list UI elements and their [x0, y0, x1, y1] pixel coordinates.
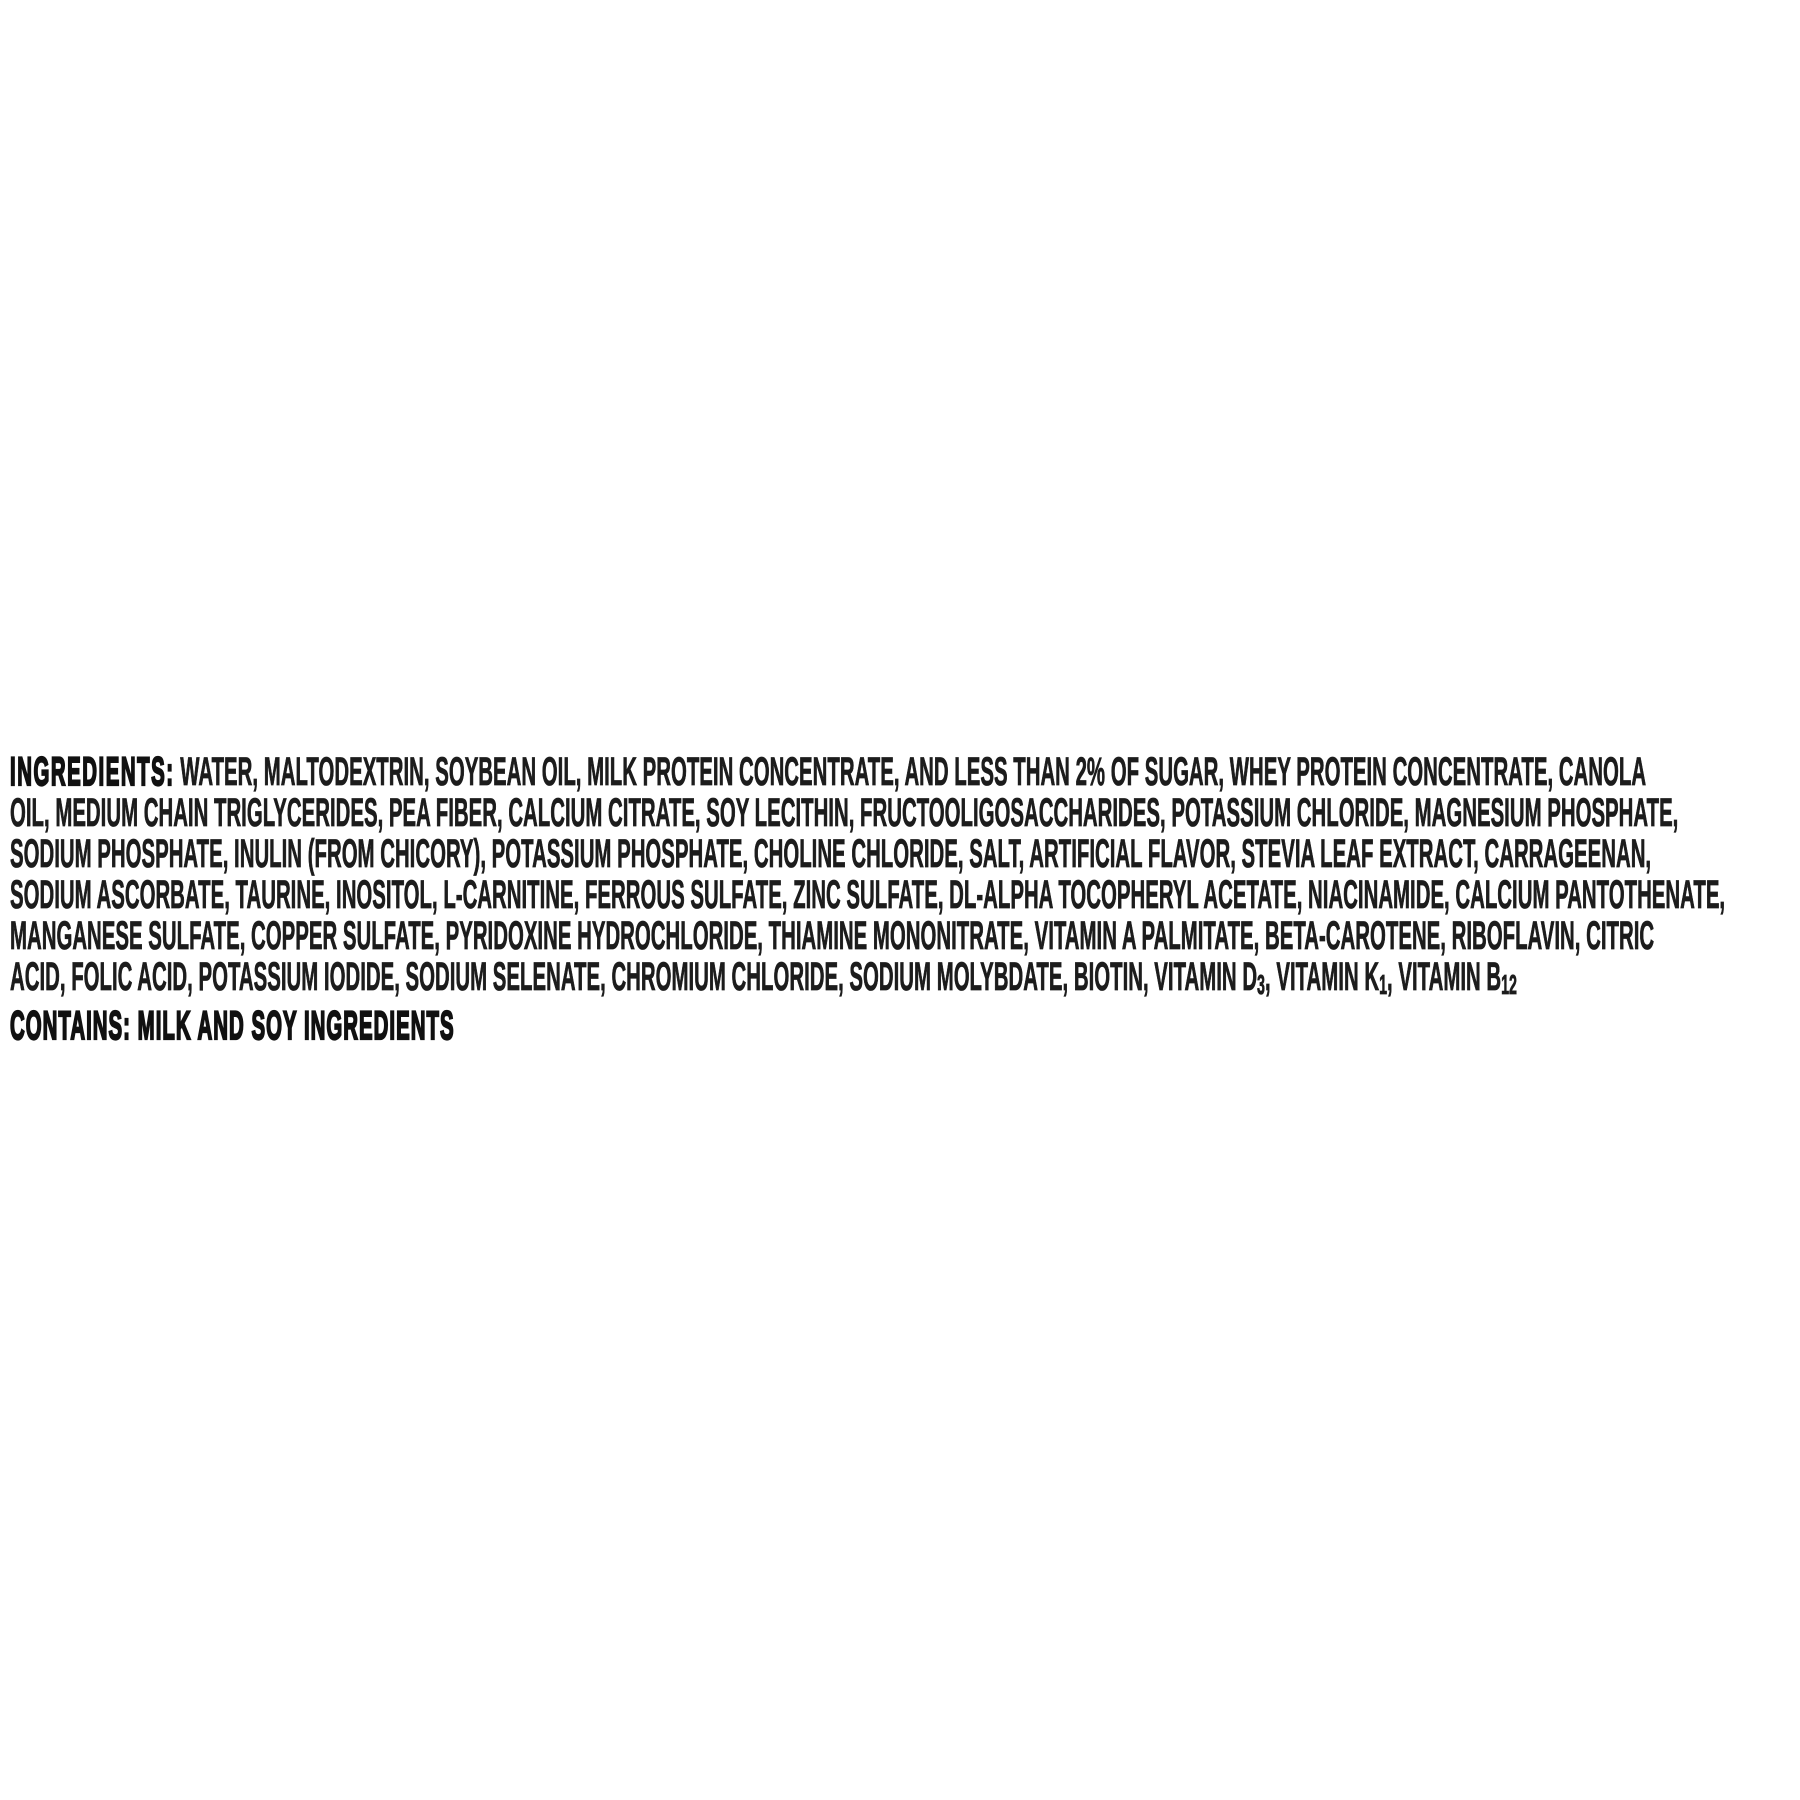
- ingredients-line-1: [10, 752, 1800, 793]
- ingredients-heading: INGREDIENTS:: [10, 750, 175, 794]
- ingredients-line-1-text: WATER, MALTODEXTRIN, SOYBEAN OIL, MILK PROTEIN CONCENTRATE, AND LESS THAN 2% OF SUGAR, WHEY PROTEIN CONCENTRATE, CANOLA: [174, 750, 1647, 794]
- ingredients-line-5: MANGANESE SULFATE, COPPER SULFATE, PYRIDOXINE HYDROCHLORIDE, THIAMINE MONONITRATE, VITAMIN A PALMITATE, BETA-CAROTENE, RIBOFLAVIN, CITRIC: [10, 914, 1655, 958]
- ingredients-line-2: OIL, MEDIUM CHAIN TRIGLYCERIDES, PEA FIBER, CALCIUM CITRATE, SOY LECITHIN, FRUCTOOLIGOSACCHARIDES, POTASSIUM CHLORIDE, MAGNESIUM PHOSPHATE,: [10, 791, 1679, 835]
- ingredients-line-6-text-c: , VITAMIN B: [1387, 955, 1502, 999]
- vitamin-k-subscript: 1: [1379, 968, 1388, 1000]
- vitamin-b-subscript: 12: [1501, 968, 1518, 1000]
- ingredients-text-block: [10, 752, 1800, 1047]
- ingredients-line-6: [10, 957, 1800, 998]
- ingredients-line-3: SODIUM PHOSPHATE, INULIN (FROM CHICORY), POTASSIUM PHOSPHATE, CHOLINE CHLORIDE, SALT, ARTIFICIAL FLAVOR, STEVIA LEAF EXTRACT, CARRAGEENAN,: [10, 832, 1652, 876]
- ingredients-line-6-text-a: ACID, FOLIC ACID, POTASSIUM IODIDE, SODIUM SELENATE, CHROMIUM CHLORIDE, SODIUM MOLYBDATE, BIOTIN, VITAMIN D: [10, 955, 1258, 999]
- ingredients-line-6-text-b: , VITAMIN K: [1264, 955, 1380, 999]
- contains-statement: CONTAINS: MILK AND SOY INGREDIENTS: [10, 1004, 455, 1048]
- ingredients-line-4: SODIUM ASCORBATE, TAURINE, INOSITOL, L-CARNITINE, FERROUS SULFATE, ZINC SULFATE, DL-ALPHA TOCOPHERYL ACETATE, NIACINAMIDE, CALCIUM PANTOTHENATE,: [10, 873, 1726, 917]
- vitamin-d-subscript: 3: [1257, 968, 1265, 1000]
